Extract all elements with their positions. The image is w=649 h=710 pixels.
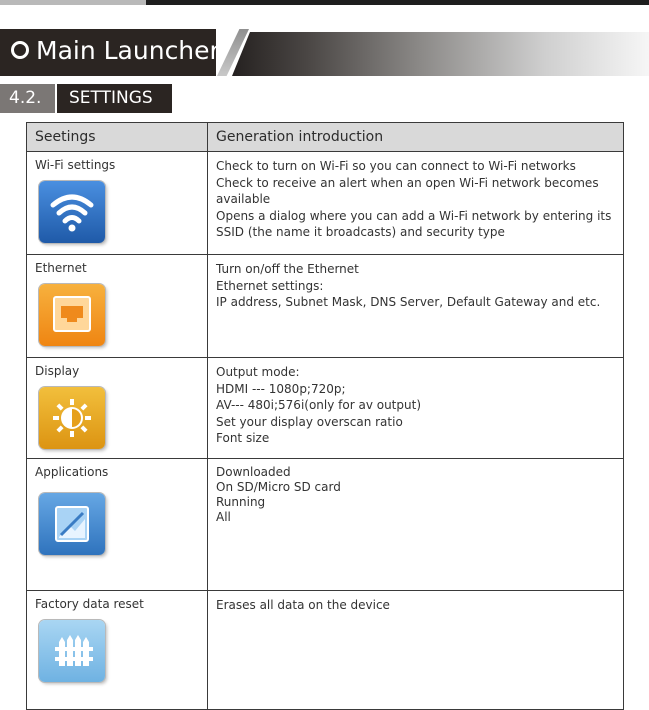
description-line: All <box>216 510 231 524</box>
setting-name: Display <box>35 364 80 378</box>
description-line: IP address, Subnet Mask, DNS Server, Default Gateway and etc. <box>216 295 601 309</box>
description-cell <box>208 459 624 591</box>
table-row <box>27 591 624 710</box>
description-line: Ethernet settings: <box>216 278 324 293</box>
description-line: HDMI --- 1080p;720p; <box>216 381 346 396</box>
column-header-settings: Seetings <box>27 123 208 152</box>
chapter-bullet-icon <box>11 41 29 59</box>
description-line: Turn on/off the Ethernet <box>216 262 359 276</box>
section-title: SETTINGS <box>57 84 172 113</box>
ethernet-icon <box>39 284 105 346</box>
settings-table <box>26 122 624 710</box>
setting-cell <box>27 255 208 358</box>
display-brightness-icon <box>39 387 105 449</box>
table-row <box>27 255 624 358</box>
description-line: Running <box>216 495 266 509</box>
applications-icon <box>39 493 105 555</box>
setting-cell <box>27 459 208 591</box>
description-line: Opens a dialog where you can add a Wi-Fi network by entering its SSID (the name it broadcasts) and security type <box>216 208 612 239</box>
setting-cell <box>27 591 208 710</box>
setting-name: Ethernet <box>35 261 87 275</box>
top-rule-black <box>146 0 649 5</box>
setting-name: Wi-Fi settings <box>35 158 116 172</box>
top-rule-gray <box>0 0 146 5</box>
description-line: Font size <box>216 431 270 445</box>
description-cell <box>208 255 624 358</box>
description-line: AV--- 480i;576i(only for av output) <box>216 398 421 412</box>
table-header-row <box>27 123 624 152</box>
description-line: Erases all data on the device <box>216 598 390 612</box>
table-row <box>27 358 624 459</box>
description-cell <box>208 358 624 459</box>
description-line: Check to receive an alert when an open Wi-Fi network becomes available <box>216 175 599 206</box>
header-gradient-bar <box>232 32 649 76</box>
description-line: Output mode: <box>216 365 300 379</box>
setting-name: Factory data reset <box>35 597 144 611</box>
setting-cell <box>27 152 208 255</box>
wifi-icon <box>39 181 105 243</box>
setting-name: Applications <box>35 465 109 479</box>
setting-cell <box>27 358 208 459</box>
chapter-title: Main Launcher <box>36 36 220 65</box>
description-line: Check to turn on Wi-Fi so you can connect to Wi-Fi networks <box>216 159 576 173</box>
table-row <box>27 152 624 255</box>
section-number: 4.2. <box>0 84 55 113</box>
description-cell <box>208 152 624 255</box>
description-line: On SD/Micro SD card <box>216 480 341 494</box>
column-header-description: Generation introduction <box>208 123 624 152</box>
description-cell <box>208 591 624 710</box>
table-row <box>27 459 624 591</box>
factory-reset-fence-icon <box>39 620 105 682</box>
description-line: Downloaded <box>216 465 291 479</box>
description-line: Set your display overscan ratio <box>216 414 403 429</box>
